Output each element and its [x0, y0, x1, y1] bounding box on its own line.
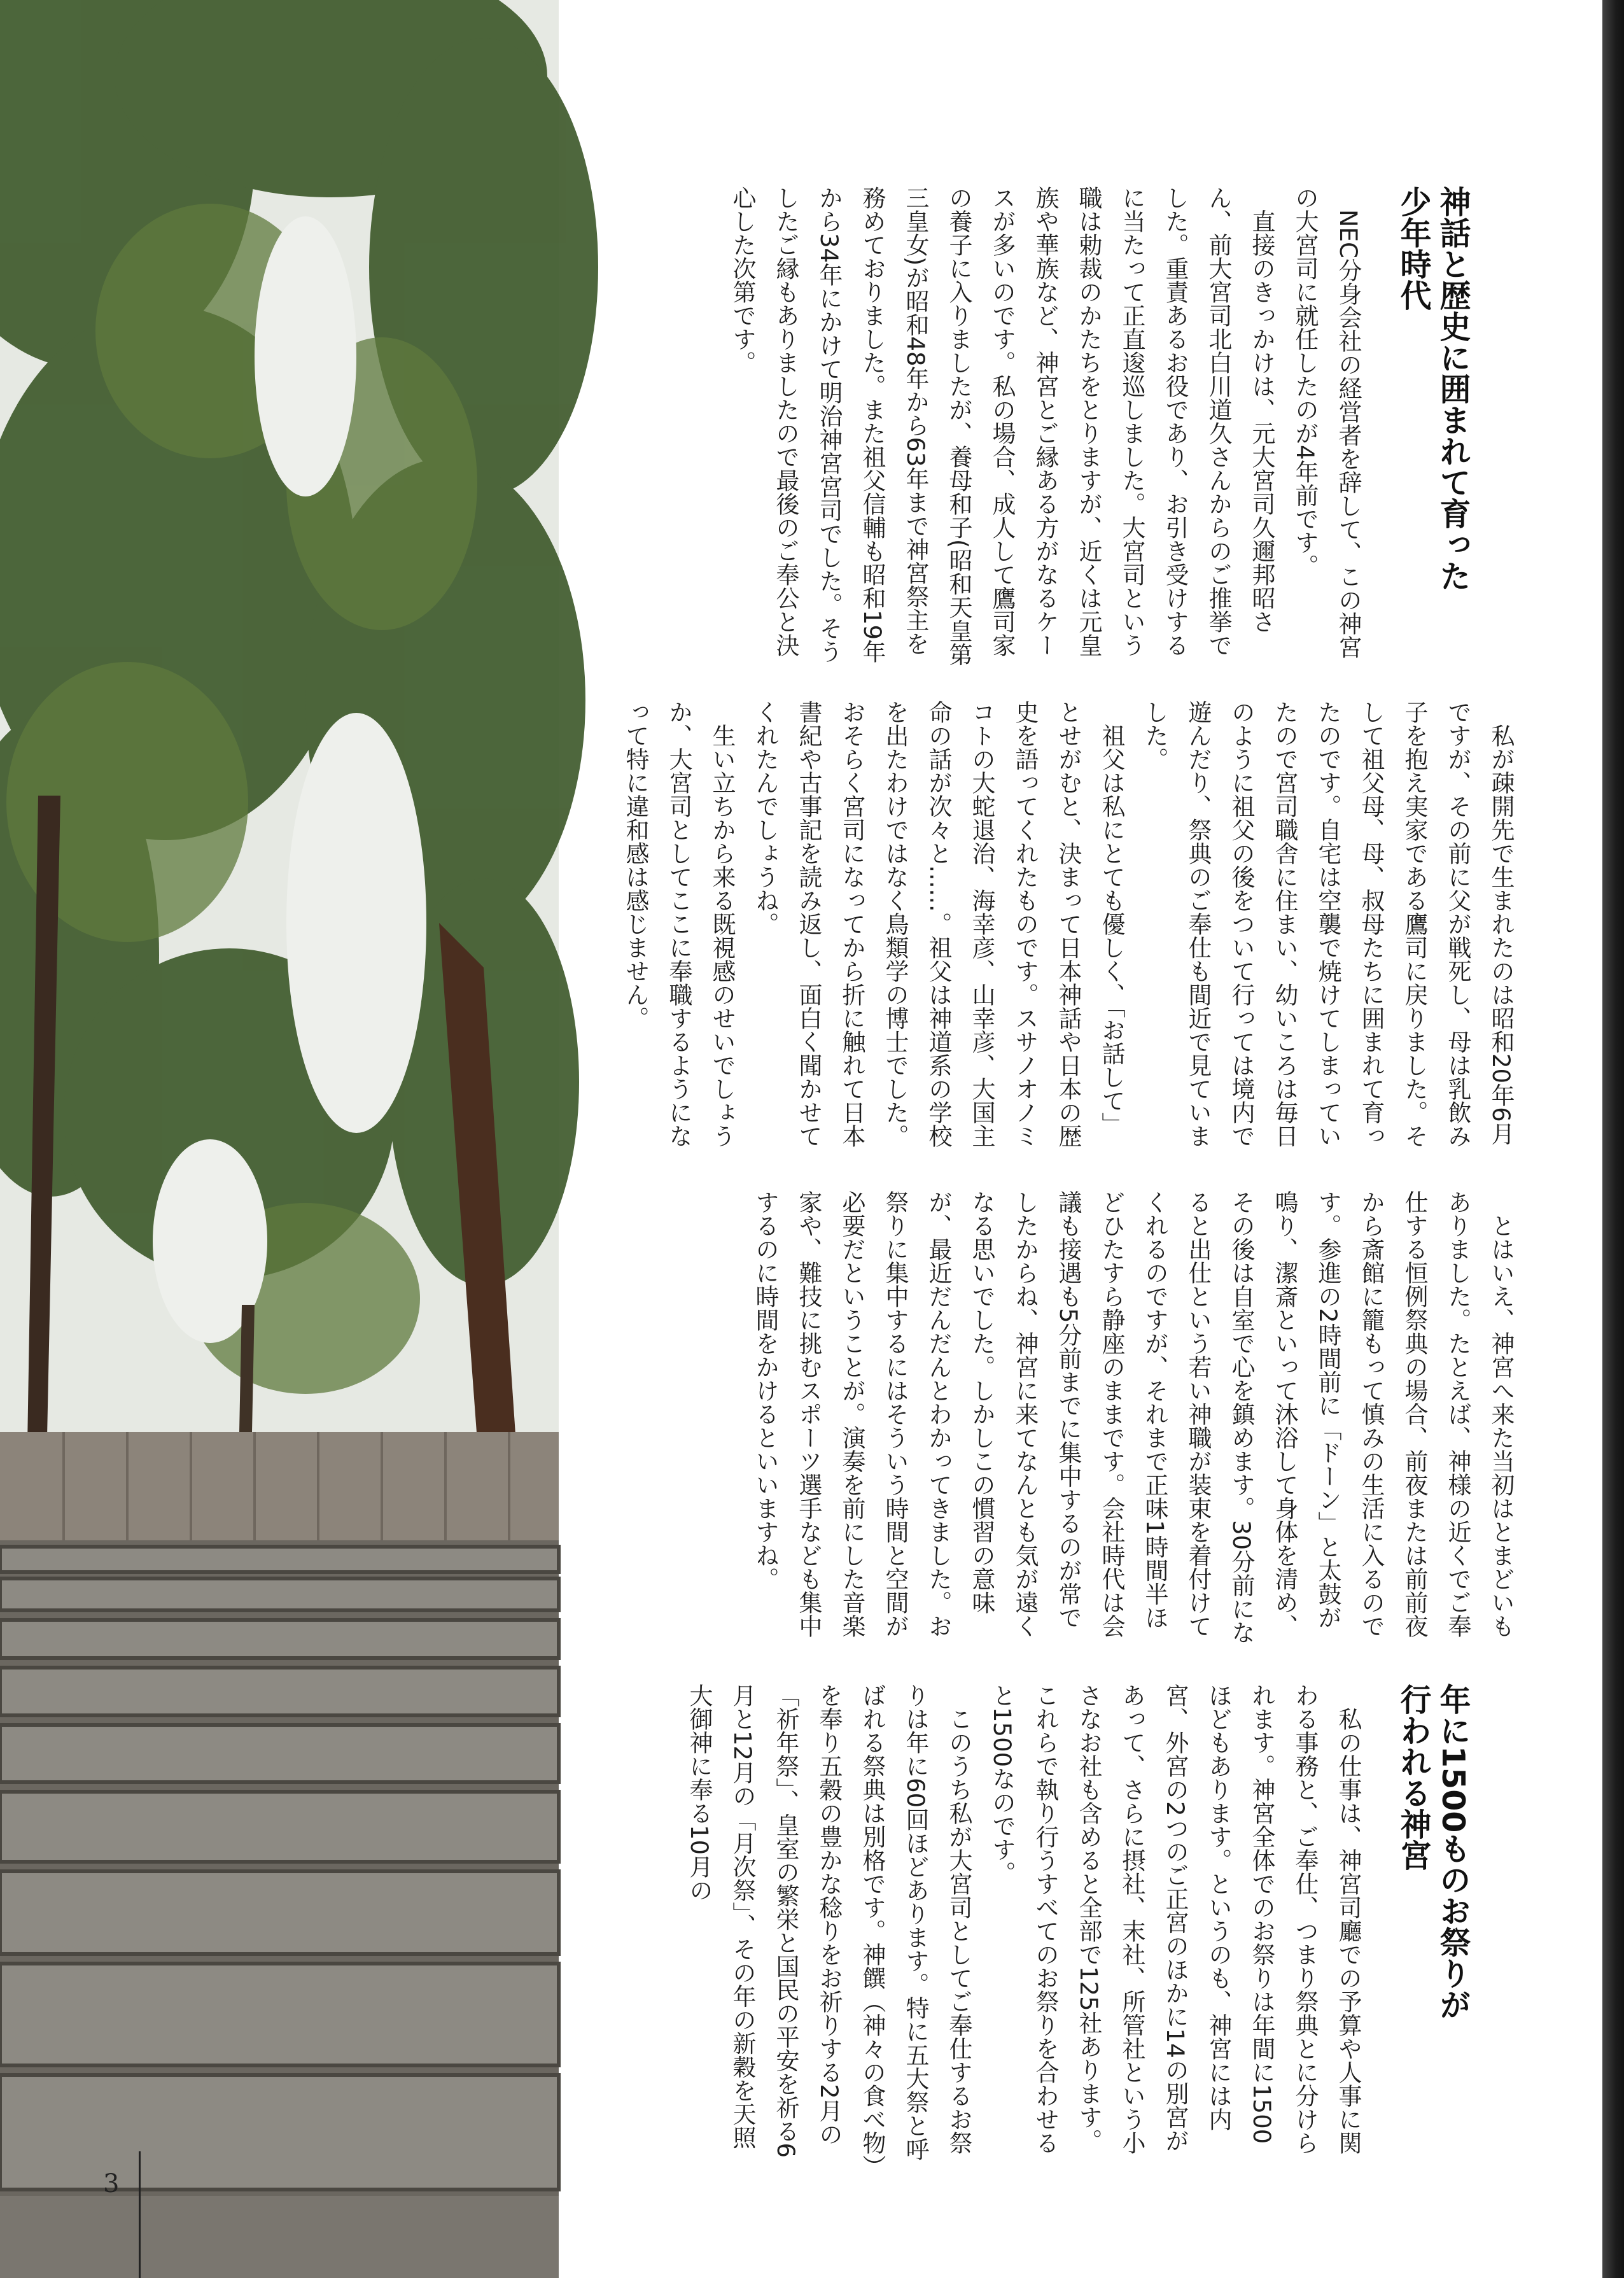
page-edge-shadow	[1602, 0, 1624, 2278]
section2-body-a	[622, 700, 1522, 1158]
heading-line: 神話と歴史に囲まれて育った	[1435, 186, 1471, 591]
heading-line: 行われる神宮	[1396, 1684, 1432, 1871]
section3-body	[685, 1684, 1369, 2167]
section2-body-b	[701, 1190, 1522, 1649]
paragraph: 直接のきっかけは、元大宮司久邇邦昭さん、前大宮司北白川道久さんからのご推挙でした。重責あるお役であり、お引き受けするに当たって正直逡巡しました。大宮司という職は勅裁のかたちをとりますが、近くは元皇族や華族など、神宮とご縁ある方がなるケースが多いのです。私の場合、成人して鷹司家の養子に入りましたが、養母和子(昭和天皇第三皇女)が昭和48年から63年まで神宮祭主を務めておりました。また祖父信輔も昭和19年から34年にかけて明治神宮宮司でした。そうしたご縁もありましたので最後のご奉公と決心した次第です。	[729, 186, 1275, 666]
photo-illustration	[0, 0, 559, 2278]
section-heading-childhood	[1389, 186, 1473, 670]
paragraph: 私の仕事は、神宮司廳での予算や人事に関わる事務と、ご奉仕、つまり祭典とに分けられます。神宮全体でのお祭りは年間に1500ほどもあります。というのも、神宮には内宮、外宮の2つのご正宮のほかに14の別宮があって、さらに摂社、末社、所管社という小さなお社も含めると全部で125社あります。これらで執り行うすべてのお祭りを合わせると1500なのです。	[988, 1684, 1362, 2155]
heading-line: 少年時代	[1396, 186, 1432, 311]
paragraph: とはいえ、神宮へ来た当初はとまどいもありました。たとえば、神様の近くでご奉仕する恒例祭典の場合、前夜または前前夜から斎館に籠もって慎みの生活に入るのです。参進の2時間前に「ドーン」と太鼓が鳴り、潔斎といって沐浴して身体を清め、その後は自室で心を鎮めます。30分前になると出仕という若い神職が装束を着付けてくれるのですが、それまで正味1時間半ほどひたすら静座のままです。会社時代は会議も接遇も5分前までに集中するのが常でしたからね、神宮に来てなんとも気が遠くなる思いでした。しかしこの慣習の意味が、最近だんだんとわかってきました。お祭りに集中するにはそういう時間と空間が必要だということが。演奏を前にした音楽家や、難技に挑むスポーツ選手なども集中するのに時間をかけるといいますね。	[752, 1190, 1515, 1645]
paragraph: 生い立ちから来る既視感のせいでしょうか、大宮司としてここに奉職するようになって特に違和感は感じません。	[622, 700, 736, 1148]
section-heading-festivals	[1389, 1684, 1473, 2167]
paragraph: 私が疎開先で生まれたのは昭和20年6月ですが、その前に父が戦死し、母は乳飲み子を抱え実家である鷹司に戻りました。そして祖父母、母、叔母たちに囲まれて育ったのです。自宅は空襲で焼けてしまっていたので宮司職舎に住まい、幼いころは毎日のように祖父の後をついて行っては境内で遊んだり、祭典のご奉仕も間近で見ていました。	[1141, 700, 1515, 1148]
paragraph: 祖父は私にとても優しく、「お話して」とせがむと、決まって日本神話や日本の歴史を語ってくれたものです。スサノオノミコトの大蛇退治、海幸彦、山幸彦、大国主命の話が次々と……。祖父は神道系の学校を出たわけではなく鳥類学の博士でした。おそらく宮司になってから折に触れて日本書紀や古事記を読み返し、面白く聞かせてくれたんでしょうね。	[752, 700, 1125, 1148]
heading-line: 年に1500ものお祭りが	[1435, 1684, 1471, 2020]
page-number: 3	[103, 2169, 120, 2198]
page-number-rule	[139, 2151, 141, 2278]
shrine-forest-photo	[0, 0, 559, 2278]
paragraph: NEC分身会社の経営者を辞して、この神宮の大宮司に就任したのが4年前です。	[1291, 186, 1362, 659]
section1-body	[714, 186, 1369, 670]
paragraph: このうち私が大宮司としてご奉仕するお祭りは年に60回ほどあります。特に五大祭と呼ばれる祭典は別格です。神饌（神々の食べ物）を奉り五穀の豊かな稔りをお祈りする2月の「祈年祭」、皇室の繁栄と国民の平安を祈る6月と12月の「月次祭」、その年の新穀を天照大御神に奉る10月の	[685, 1684, 972, 2167]
